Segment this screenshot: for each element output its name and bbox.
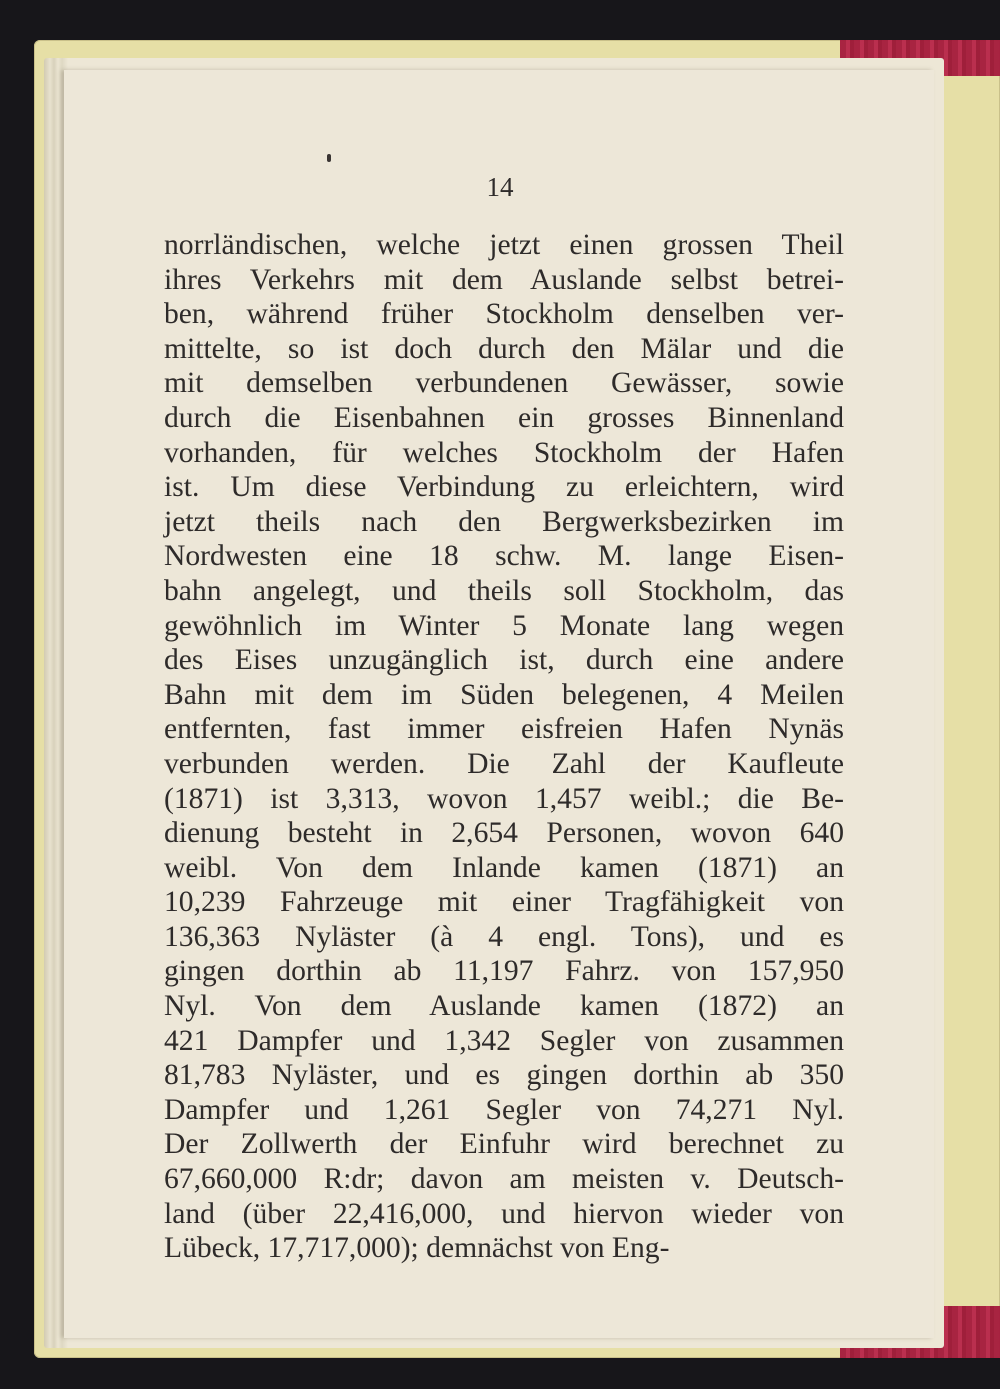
text-line: norrländischen, welche jetzt einen grossen Theil [164,229,844,261]
text-line: vorhanden, für welches Stockholm der Hafen [164,436,844,469]
ink-speck [327,154,331,162]
text-line: bahn angelegt, und theils soll Stockholm, das [164,574,844,607]
text-line: Lübeck, 17,717,000); demnächst von Eng- [164,1232,670,1265]
text-line: verbunden werden. Die Zahl der Kaufleute [164,747,844,780]
text-line: Nyl. Von dem Auslande kamen (1872) an [164,990,844,1023]
text-line: 67,660,000 R:dr; davon am meisten v. Deutsch- [164,1163,844,1196]
text-line: Der Zollwerth der Einfuhr wird berechnet zu [164,1128,844,1161]
text-line: mit demselben verbundenen Gewässer, sowie [164,367,844,400]
text-line: jetzt theils nach den Bergwerksbezirken im [164,505,844,538]
text-line: entfernten, fast immer eisfreien Hafen Nynäs [164,713,844,746]
text-line: ist. Um diese Verbindung zu erleichtern, wird [164,471,844,504]
text-line: ihres Verkehrs mit dem Auslande selbst betrei- [164,263,844,296]
text-line: 10,239 Fahrzeuge mit einer Tragfähigkeit von [164,886,844,919]
body-text [164,228,844,1266]
text-line: ben, während früher Stockholm denselben ver- [164,298,844,331]
text-line: weibl. Von dem Inlande kamen (1871) an [164,851,844,884]
text-line: des Eises unzugänglich ist, durch eine andere [164,644,844,677]
text-line: Nordwesten eine 18 schw. M. lange Eisen- [164,540,844,573]
text-line: durch die Eisenbahnen ein grosses Binnenland [164,401,844,434]
text-line: gewöhnlich im Winter 5 Monate lang wegen [164,609,844,642]
text-line: 136,363 Nyläster (à 4 engl. Tons), und es [164,920,844,953]
text-line: mittelte, so ist doch durch den Mälar und die [164,332,844,365]
text-line: (1871) ist 3,313, wovon 1,457 weibl.; die Be- [164,782,844,815]
text-line: 81,783 Nyläster, und es gingen dorthin ab 350 [164,1059,844,1092]
text-line: land (über 22,416,000, und hiervon wieder von [164,1197,844,1230]
text-line: dienung besteht in 2,654 Personen, wovon 640 [164,817,844,850]
text-line: gingen dorthin ab 11,197 Fahrz. von 157,950 [164,955,844,988]
text-line: Dampfer und 1,261 Segler von 74,271 Nyl. [164,1093,844,1126]
text-line: Bahn mit dem im Süden belegenen, 4 Meilen [164,678,844,711]
text-line: 421 Dampfer und 1,342 Segler von zusammen [164,1024,844,1057]
page-number: 14 [486,172,514,202]
